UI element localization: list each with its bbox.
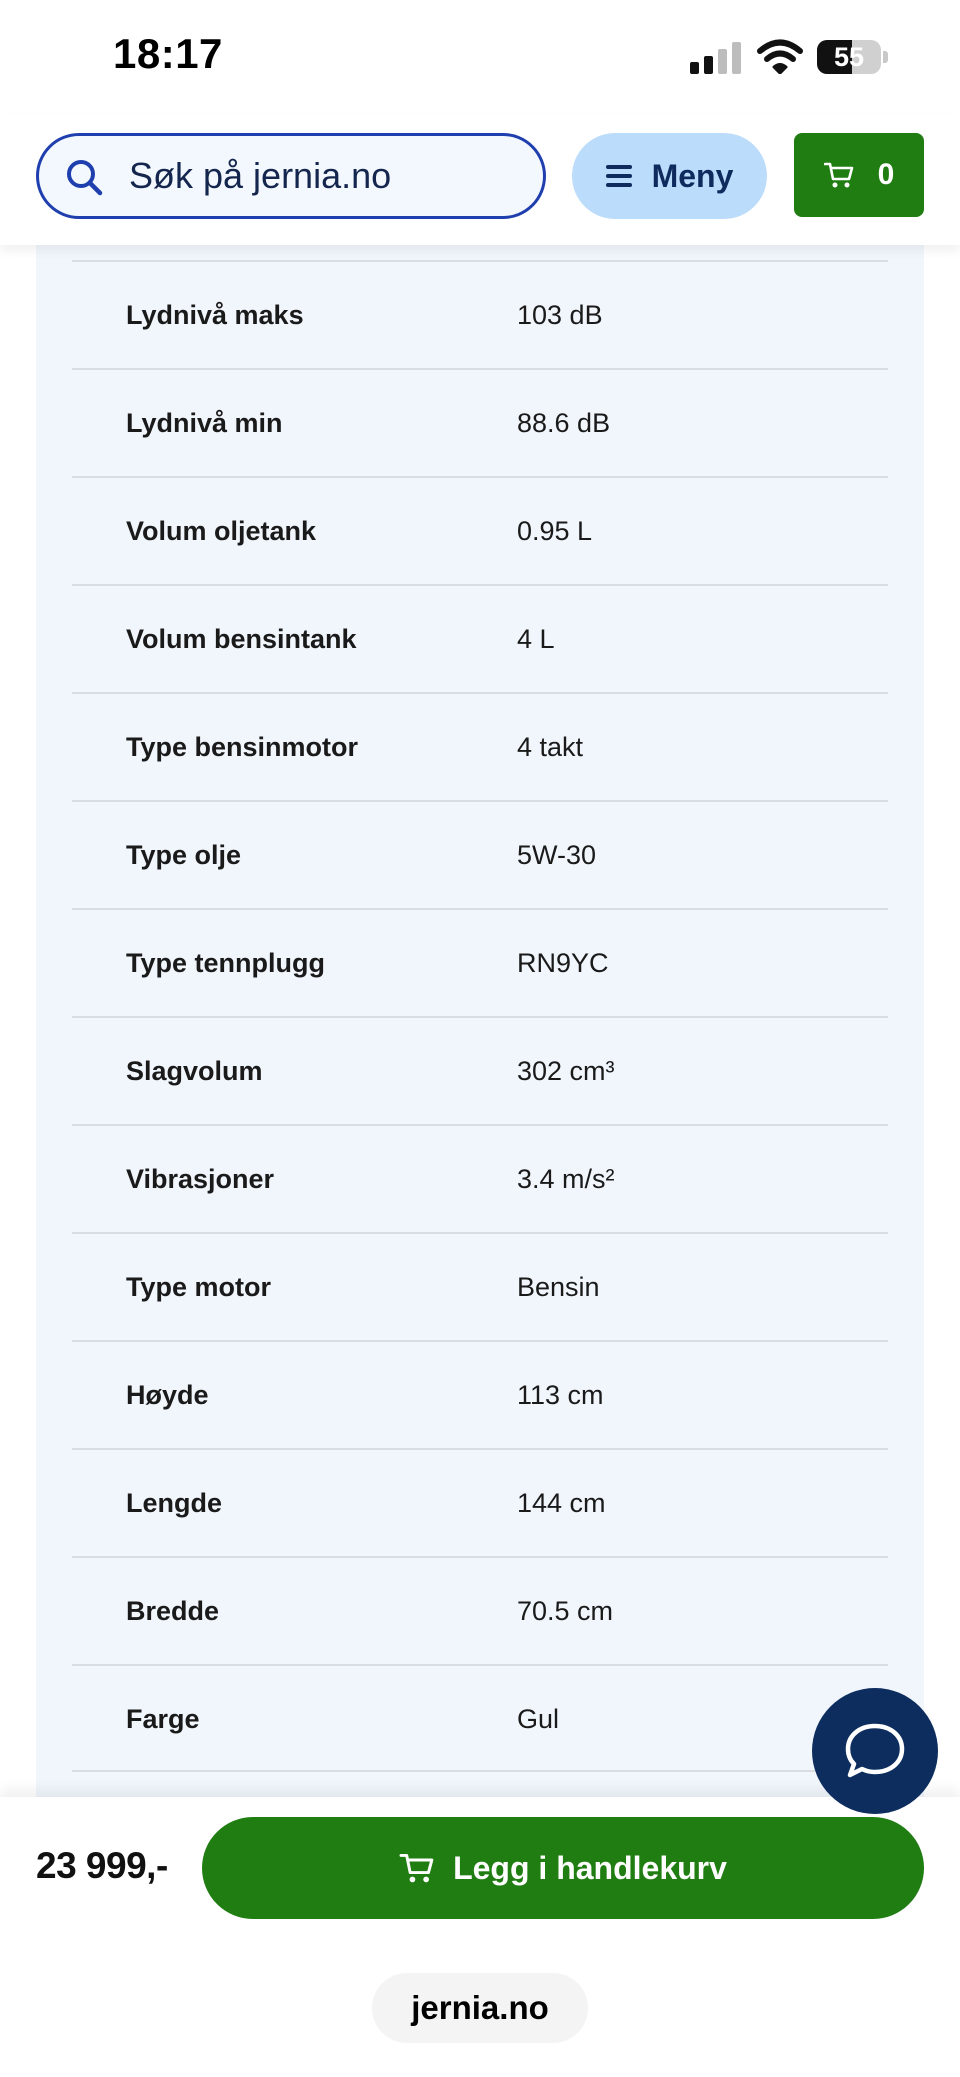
- spec-row: [72, 476, 888, 584]
- menu-label: Meny: [651, 157, 734, 194]
- status-bar: [0, 0, 960, 115]
- search-input[interactable]: [129, 136, 529, 216]
- spec-label: Type olje: [126, 840, 242, 870]
- specifications-table: [72, 260, 888, 1772]
- spec-label: Type bensinmotor: [126, 732, 359, 762]
- shopping-cart-icon: [824, 161, 854, 189]
- spec-label: Lydnivå maks: [126, 300, 304, 330]
- search-bar[interactable]: [36, 133, 546, 219]
- spec-label: Vibrasjoner: [126, 1164, 275, 1194]
- spec-value: 103 dB: [517, 300, 603, 330]
- chat-bubble-icon: [844, 1722, 906, 1780]
- site-header: [0, 115, 960, 245]
- shopping-cart-icon: [399, 1852, 435, 1884]
- spec-value: 144 cm: [517, 1488, 606, 1518]
- spec-label: Farge: [126, 1704, 200, 1734]
- spec-label: Lydnivå min: [126, 408, 283, 438]
- search-icon[interactable]: [65, 158, 103, 196]
- battery-percentage: 55: [833, 42, 865, 72]
- spec-row: [72, 1340, 888, 1448]
- spec-label: Lengde: [126, 1488, 223, 1518]
- url-text: jernia.no: [411, 1989, 549, 2026]
- cart-count: 0: [877, 158, 895, 191]
- spec-value: 4 takt: [517, 732, 584, 762]
- spec-value: 302 cm³: [517, 1056, 615, 1086]
- spec-value: 0.95 L: [517, 516, 593, 546]
- spec-label: Høyde: [126, 1380, 209, 1410]
- spec-label: Bredde: [126, 1596, 220, 1626]
- spec-label: Type tennplugg: [126, 948, 325, 978]
- spec-label: Type motor: [126, 1272, 272, 1302]
- spec-value: 3.4 m/s²: [517, 1164, 615, 1194]
- spec-row: [72, 800, 888, 908]
- spec-value: 70.5 cm: [517, 1596, 614, 1626]
- spec-value: 4 L: [517, 624, 555, 654]
- spec-row: [72, 1448, 888, 1556]
- add-to-cart-button[interactable]: [202, 1817, 924, 1919]
- spec-label: Slagvolum: [126, 1056, 263, 1086]
- spec-row: [72, 260, 888, 368]
- cart-button[interactable]: [794, 133, 924, 217]
- browser-url-bar[interactable]: [372, 1973, 588, 2043]
- chat-button[interactable]: [812, 1688, 938, 1814]
- spec-value: Gul: [517, 1704, 560, 1734]
- spec-label: Volum bensintank: [126, 624, 357, 654]
- battery-body: [817, 40, 881, 74]
- specifications-panel: [36, 245, 924, 1805]
- bottom-purchase-bar: [0, 1797, 960, 2077]
- wifi-icon: [757, 38, 803, 74]
- battery-icon: [817, 40, 889, 74]
- spec-row: [72, 908, 888, 1016]
- spec-row: [72, 692, 888, 800]
- spec-value: 5W-30: [517, 840, 597, 870]
- cellular-signal-icon: [690, 42, 742, 74]
- add-to-cart-label: Legg i handlekurv: [453, 1849, 727, 1886]
- product-price: 23 999,-: [36, 1845, 168, 1886]
- spec-row: [72, 368, 888, 476]
- spec-value: Bensin: [517, 1272, 600, 1302]
- spec-row: [72, 1016, 888, 1124]
- status-time: 18:17: [113, 30, 223, 77]
- spec-row: [72, 1556, 888, 1664]
- spec-value: 88.6 dB: [517, 408, 611, 438]
- spec-value: 113 cm: [517, 1380, 604, 1410]
- spec-value: RN9YC: [517, 948, 609, 978]
- spec-row: [72, 584, 888, 692]
- spec-row: [72, 1124, 888, 1232]
- menu-button[interactable]: [572, 133, 767, 219]
- hamburger-icon: [606, 165, 632, 187]
- spec-row: [72, 1664, 888, 1772]
- spec-row: [72, 1232, 888, 1340]
- battery-nub: [883, 51, 888, 63]
- spec-label: Volum oljetank: [126, 516, 317, 546]
